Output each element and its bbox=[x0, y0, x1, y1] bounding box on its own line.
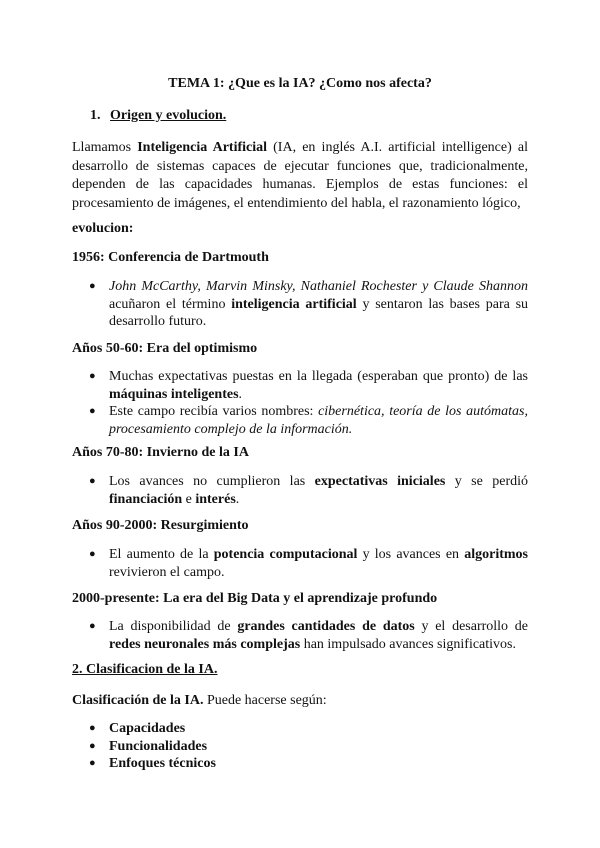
bullet-text-part: y el desarrollo de bbox=[414, 619, 529, 634]
bullet-item bbox=[72, 473, 528, 508]
classification-item-text: Funcionalidades bbox=[109, 738, 208, 754]
classification-item-text: Capacidades bbox=[109, 721, 186, 736]
bullet-text-part: y sentaron las bases para su desarrollo futuro. bbox=[109, 296, 529, 329]
evolucion-label: evolucion: bbox=[72, 221, 134, 236]
bullet-text-part: Este campo recibía varios nombres: bbox=[109, 404, 319, 419]
classification-lead bbox=[72, 693, 327, 709]
section-2-heading: 2. Clasificacion de la IA. bbox=[72, 662, 218, 677]
period-list-70-80 bbox=[72, 473, 528, 508]
document-title: TEMA 1: ¿Que es la IA? ¿Como nos afecta? bbox=[168, 76, 432, 91]
bullet-text-part: Los avances no cumplieron las bbox=[109, 474, 315, 489]
bullet-text-part: máquinas inteligentes bbox=[109, 386, 239, 402]
bullet-text-part: inteligencia artificial bbox=[231, 296, 357, 312]
bullet-text-part: . bbox=[235, 491, 240, 507]
section-1-heading-text: Origen y evolucion. bbox=[110, 108, 227, 123]
bullet-text-part: revivieron el campo. bbox=[109, 564, 225, 580]
bullet-icon: ● bbox=[89, 739, 96, 752]
period-heading-90-2000: Años 90-2000: Resurgimiento bbox=[72, 518, 249, 533]
bullet-text-part: . bbox=[238, 386, 243, 402]
period-heading-50-60: Años 50-60: Era del optimismo bbox=[72, 341, 258, 356]
bullet-icon: ● bbox=[89, 620, 96, 632]
bullet-item bbox=[72, 368, 528, 403]
bullet-text-part: El aumento de la bbox=[109, 547, 214, 562]
bullet-icon: ● bbox=[89, 722, 96, 734]
bullet-text-part: John McCarthy, Marvin Minsky, Nathaniel Rochester y Claude Shannon bbox=[109, 279, 528, 294]
intro-text-2: (IA, en inglés A.I. artificial intelligence) al desarrollo de sistemas capaces de ejecutar funciones que, tradicionalmente, dependen de las capacidades humanas. Ejemplos de estas funciones: el procesamiento de imágenes, el entendimiento del habla, el razonamiento lógico, bbox=[72, 140, 528, 211]
bullet-text-part: algoritmos bbox=[464, 547, 528, 562]
bullet-text-part: La disponibilidad de bbox=[109, 619, 238, 634]
bullet-text-part: cibernética, teoría de los autómatas, procesamiento complejo de la información. bbox=[109, 404, 528, 437]
bullet-icon: ● bbox=[89, 475, 96, 487]
bullet-text-part: e bbox=[182, 491, 196, 507]
bullet-text-part: Muchas expectativas puestas en la llegada (esperaban que pronto) de las bbox=[109, 369, 528, 384]
classification-item bbox=[72, 755, 528, 773]
bullet-text-part: financiación bbox=[109, 491, 183, 507]
bullet-text-part: grandes cantidades de datos bbox=[237, 619, 415, 634]
period-heading-70-80: Años 70-80: Invierno de la IA bbox=[72, 445, 249, 460]
classification-item bbox=[72, 738, 528, 756]
intro-text-1: Llamamos bbox=[72, 140, 138, 155]
bullet-text-part: interés bbox=[195, 491, 236, 507]
bullet-item bbox=[72, 546, 528, 581]
bullet-text-part: expectativas iniciales bbox=[314, 474, 446, 489]
classification-item bbox=[72, 720, 528, 738]
intro-paragraph bbox=[72, 139, 528, 213]
intro-term: Inteligencia Artificial bbox=[137, 140, 268, 155]
bullet-text-part: y se perdió bbox=[445, 474, 528, 489]
section-1-number: 1. bbox=[90, 108, 101, 123]
bullet-item bbox=[72, 278, 528, 331]
classification-lead-bold: Clasificación de la IA. bbox=[72, 693, 204, 708]
bullet-icon: ● bbox=[89, 280, 96, 292]
bullet-icon: ● bbox=[89, 370, 96, 382]
classification-list bbox=[72, 720, 528, 773]
bullet-icon: ● bbox=[89, 405, 96, 417]
period-list-50-60 bbox=[72, 368, 528, 438]
bullet-icon: ● bbox=[89, 548, 96, 560]
bullet-icon: ● bbox=[89, 757, 96, 769]
bullet-text-part: potencia computacional bbox=[213, 547, 358, 562]
bullet-text-part: y los avances en bbox=[357, 547, 465, 562]
classification-item-text: Enfoques técnicos bbox=[109, 756, 216, 771]
period-list-90-2000 bbox=[72, 546, 528, 581]
period-list-2000-presente bbox=[72, 618, 528, 653]
period-heading-2000-presente: 2000-presente: La era del Big Data y el aprendizaje profundo bbox=[72, 591, 438, 606]
bullet-item bbox=[72, 618, 528, 653]
period-list-1956 bbox=[72, 278, 528, 331]
bullet-text-part: acuñaron el término bbox=[109, 296, 232, 312]
bullet-item bbox=[72, 403, 528, 438]
bullet-text-part: han impulsado avances significativos. bbox=[300, 636, 516, 652]
classification-lead-rest: Puede hacerse según: bbox=[203, 693, 327, 708]
period-heading-1956: 1956: Conferencia de Dartmouth bbox=[72, 250, 269, 265]
section-1-heading bbox=[90, 108, 226, 124]
bullet-text-part: redes neuronales más complejas bbox=[109, 636, 301, 652]
